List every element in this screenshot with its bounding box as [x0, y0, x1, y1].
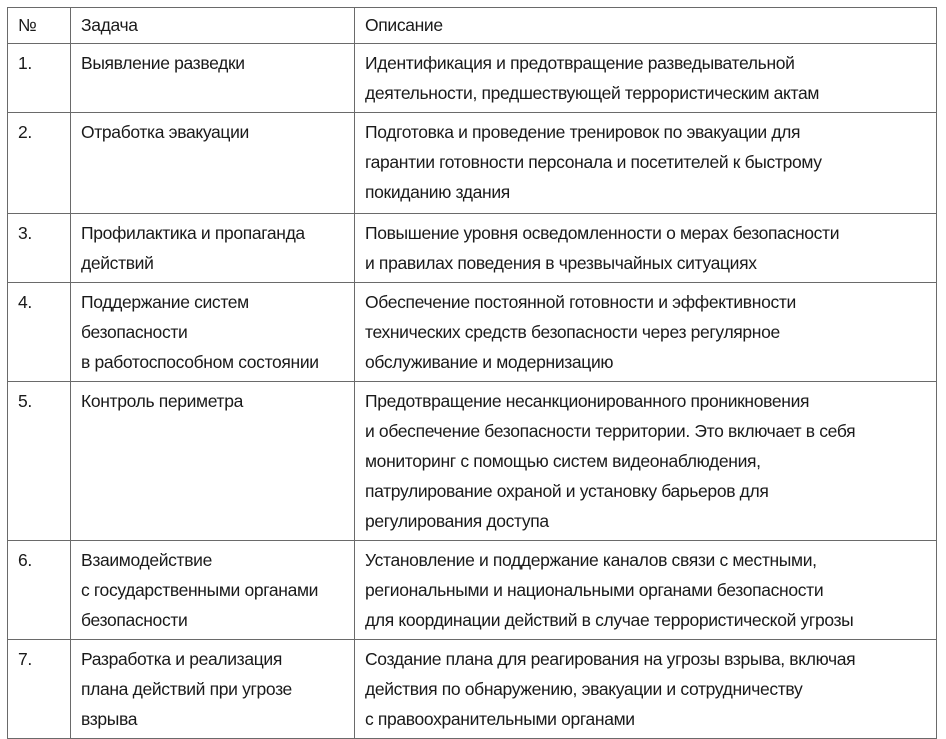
table-row — [8, 44, 937, 113]
description-cell — [355, 113, 937, 214]
description-cell — [355, 541, 937, 640]
description-line: для координации действий в случае террористической угрозы — [365, 610, 854, 630]
task-line: Профилактика и пропаганда — [81, 223, 305, 243]
row-number: 6. — [8, 541, 71, 640]
table-row — [8, 214, 937, 283]
description-line: патрулирование охраной и установку барьеров для — [365, 481, 769, 501]
task-line: действий — [81, 253, 154, 273]
task-line: Контроль периметра — [81, 391, 243, 411]
table-header-row — [8, 8, 937, 44]
description-line: гарантии готовности персонала и посетителей к быстрому — [365, 152, 822, 172]
header-number: № — [8, 8, 71, 44]
description-cell — [355, 382, 937, 541]
row-number: 5. — [8, 382, 71, 541]
task-line: Поддержание систем — [81, 292, 249, 312]
description-line: Предотвращение несанкционированного проникновения — [365, 391, 810, 411]
task-line: безопасности — [81, 322, 188, 342]
task-line: Отработка эвакуации — [81, 122, 249, 142]
task-line: Разработка и реализация — [81, 649, 282, 669]
row-number: 4. — [8, 283, 71, 382]
task-cell — [71, 44, 355, 113]
task-line: взрыва — [81, 709, 138, 729]
description-cell — [355, 44, 937, 113]
tasks-table — [7, 7, 937, 739]
description-line: Повышение уровня осведомленности о мерах безопасности — [365, 223, 840, 243]
task-cell — [71, 382, 355, 541]
row-number: 7. — [8, 640, 71, 739]
description-line: региональными и национальными органами безопасности — [365, 580, 824, 600]
description-cell — [355, 214, 937, 283]
description-line: регулирования доступа — [365, 511, 549, 531]
description-line: Обеспечение постоянной готовности и эффективности — [365, 292, 796, 312]
task-line: плана действий при угрозе — [81, 679, 292, 699]
description-line: Идентификация и предотвращение разведывательной — [365, 53, 795, 73]
task-line: в работоспособном состоянии — [81, 352, 319, 372]
table-row — [8, 382, 937, 541]
task-cell — [71, 640, 355, 739]
description-line: Подготовка и проведение тренировок по эвакуации для — [365, 122, 801, 142]
task-line: Выявление разведки — [81, 53, 245, 73]
description-line: и обеспечение безопасности территории. Это включает в себя — [365, 421, 856, 441]
description-line: Установление и поддержание каналов связи с местными, — [365, 550, 817, 570]
task-line: с государственными органами — [81, 580, 319, 600]
table-row — [8, 640, 937, 739]
table-row — [8, 283, 937, 382]
description-line: с правоохранительными органами — [365, 709, 635, 729]
header-description: Описание — [355, 8, 937, 44]
description-line: Создание плана для реагирования на угрозы взрыва, включая — [365, 649, 856, 669]
row-number: 2. — [8, 113, 71, 214]
table-row — [8, 113, 937, 214]
table-row — [8, 541, 937, 640]
task-cell — [71, 214, 355, 283]
header-task: Задача — [71, 8, 355, 44]
row-number: 1. — [8, 44, 71, 113]
description-line: деятельности, предшествующей террористическим актам — [365, 83, 820, 103]
description-line: технических средств безопасности через регулярное — [365, 322, 780, 342]
description-line: покиданию здания — [365, 182, 510, 202]
description-line: мониторинг с помощью систем видеонаблюдения, — [365, 451, 761, 471]
description-line: действия по обнаружению, эвакуации и сотрудничеству — [365, 679, 803, 699]
task-cell — [71, 541, 355, 640]
row-number: 3. — [8, 214, 71, 283]
description-cell — [355, 640, 937, 739]
description-cell — [355, 283, 937, 382]
description-line: и правилах поведения в чрезвычайных ситуациях — [365, 253, 757, 273]
description-line: обслуживание и модернизацию — [365, 352, 614, 372]
task-cell — [71, 113, 355, 214]
task-cell — [71, 283, 355, 382]
task-line: безопасности — [81, 610, 188, 630]
task-line: Взаимодействие — [81, 550, 212, 570]
